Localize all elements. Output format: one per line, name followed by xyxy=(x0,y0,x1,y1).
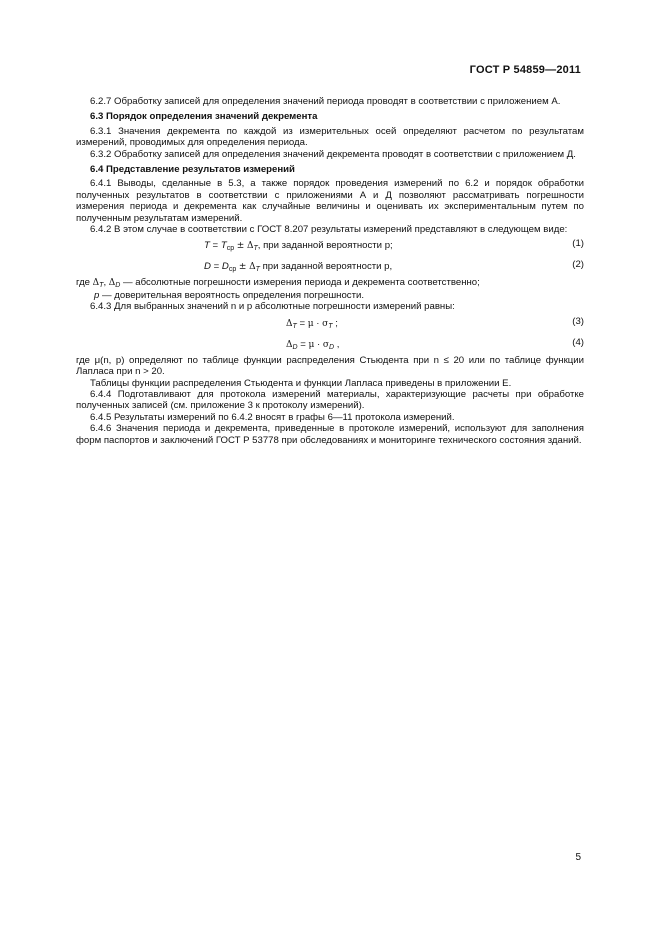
formula-2-number: (2) xyxy=(572,259,584,271)
paragraph-6-3-1: 6.3.1 Значения декремента по каждой из измерительных осей определяют расчетом по результатам измерений, проводимых для определения периода. xyxy=(76,125,584,149)
formula-1-condition: , при заданной вероятности p; xyxy=(257,240,393,252)
formula-4-expression: $\Delta_D = \mu \cdot \sigma_D$ , xyxy=(286,338,340,351)
where-clause-1-text: — абсолютные погрешности измерения периода и декремента соответственно; xyxy=(123,277,480,289)
paragraph-6-4-4: 6.4.4 Подготавливают для протокола измерений материалы, характеризующие расчеты при обработке полученных записей (см. приложение 3 к протоколу измерений). xyxy=(76,388,584,412)
formula-4 xyxy=(76,334,584,355)
formula-2-condition: при заданной вероятности p, xyxy=(262,261,393,273)
document-id: ГОСТ Р 54859—2011 xyxy=(469,64,581,76)
page-number: 5 xyxy=(575,852,581,863)
formula-3-expression: $\Delta_T = \mu \cdot \sigma_T$ ; xyxy=(286,317,338,330)
heading-6-4: 6.4 Представление результатов измерений xyxy=(90,164,295,176)
where-clause-2: где μ(n, p) определяют по таблице функции распределения Стьюдента при n ≤ 20 или по таблице функции Лапласа при n > 20. xyxy=(76,354,584,378)
tables-note: Таблицы функции распределения Стьюдента и функции Лапласа приведены в приложении Е. xyxy=(90,377,512,389)
rho-definition: p — доверительная вероятность определения погрешности. xyxy=(94,289,364,301)
heading-6-3: 6.3 Порядок определения значений декремента xyxy=(90,111,318,123)
formula-2-expression: $D = D_{ср} \pm \Delta_T$ при заданной вероятности p, xyxy=(204,261,393,274)
where-clause-1: где $\Delta_T$, $\Delta_D$ — абсолютные погрешности измерения периода и декремента соответственно; xyxy=(76,277,480,290)
paragraph-6-4-1: 6.4.1 Выводы, сделанные в 5.3, а также порядок проведения измерений по 6.2 и порядок обработки полученных результатов в соответствии с приложениями А и Д позволяют рассматривать погрешности измерения периода и декремента как случайные величины и оценивать их экспериментальным путем по полученным результатам измерений. xyxy=(76,178,584,224)
paragraph-6-4-2: 6.4.2 В этом случае в соответствии с ГОСТ 8.207 результаты измерений представляют в следующем виде: xyxy=(90,224,568,236)
formula-1 xyxy=(76,235,584,256)
formula-3 xyxy=(76,313,584,334)
page-body xyxy=(76,96,584,446)
formula-4-number: (4) xyxy=(572,336,584,348)
paragraph-6-2-7: 6.2.7 Обработку записей для определения значений периода проводят в соответствии с приложением А. xyxy=(90,96,561,107)
paragraph-6-3-2: 6.3.2 Обработку записей для определения значений декремента проводят в соответствии с приложением Д. xyxy=(90,148,576,160)
formula-3-number: (3) xyxy=(572,315,584,327)
paragraph-6-4-6: 6.4.6 Значения периода и декремента, приведенные в протоколе измерений, используют для заполнения форм паспортов и заключений ГОСТ Р 53778 при обследованиях и мониторинге технического состояния зданий. xyxy=(76,423,584,446)
paragraph-6-4-3: 6.4.3 Для выбранных значений n и p абсолютные погрешности измерений равны: xyxy=(90,301,455,313)
formula-2 xyxy=(76,256,584,277)
paragraph-6-4-5: 6.4.5 Результаты измерений по 6.4.2 вносят в графы 6—11 протокола измерений. xyxy=(90,411,455,423)
formula-1-number: (1) xyxy=(572,238,584,250)
rho-definition-text: — доверительная вероятность определения погрешности. xyxy=(102,289,364,301)
formula-1-expression: $T = T_{ср} \pm \Delta_T$, при заданной вероятности p; xyxy=(204,240,393,253)
